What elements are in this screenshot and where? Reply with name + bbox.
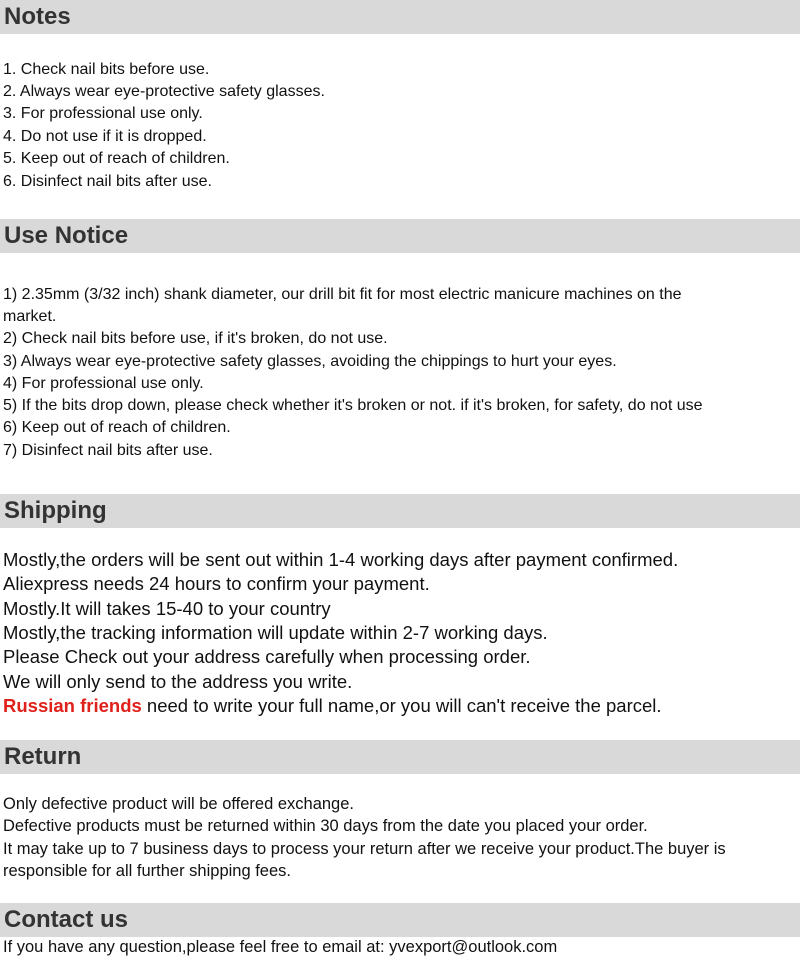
contact-title: Contact us	[4, 906, 129, 933]
return-line: Only defective product will be offered exchange.	[3, 795, 354, 813]
return-line: It may take up to 7 business days to process your return after we receive your product.The buyer is	[3, 840, 726, 858]
shipping-line: Mostly.It will takes 15-40 to your country	[3, 598, 331, 619]
return-title: Return	[4, 743, 82, 770]
contact-header	[0, 903, 800, 937]
use-notice-item: 5) If the bits drop down, please check whether it's broken or not. if it's broken, for safety, do not use	[3, 397, 703, 414]
shipping-header	[0, 494, 800, 528]
return-line: responsible for all further shipping fees.	[3, 862, 291, 880]
use-notice-item: 6) Keep out of reach of children.	[3, 419, 231, 436]
notes-header	[0, 0, 800, 34]
notes-item: 4. Do not use if it is dropped.	[3, 128, 207, 145]
use-notice-item: 7) Disinfect nail bits after use.	[3, 442, 213, 459]
shipping-line: We will only send to the address you write.	[3, 671, 353, 692]
contact-text: If you have any question,please feel free to email at: yvexport@outlook.com	[3, 938, 558, 956]
shipping-title: Shipping	[4, 497, 107, 524]
notes-item: 3. For professional use only.	[3, 105, 203, 122]
return-line: Defective products must be returned within 30 days from the date you placed your order.	[3, 817, 648, 835]
return-header	[0, 740, 800, 774]
use-notice-header	[0, 219, 800, 253]
notes-item: 5. Keep out of reach of children.	[3, 150, 230, 167]
use-notice-item: 2) Check nail bits before use, if it's broken, do not use.	[3, 330, 388, 347]
russian-friends-text: need to write your full name,or you will can't receive the parcel.	[141, 695, 662, 716]
use-notice-item: 3) Always wear eye-protective safety glasses, avoiding the chippings to hurt your eyes.	[3, 353, 617, 370]
notes-item: 1. Check nail bits before use.	[3, 61, 210, 78]
use-notice-item: market.	[3, 308, 57, 325]
russian-friends-highlight: Russian friends	[3, 695, 142, 716]
shipping-line: Aliexpress needs 24 hours to confirm your payment.	[3, 573, 430, 594]
use-notice-item: 1) 2.35mm (3/32 inch) shank diameter, our drill bit fit for most electric manicure machines on the	[3, 286, 682, 303]
shipping-line: Mostly,the tracking information will update within 2-7 working days.	[3, 622, 548, 643]
shipping-line: Mostly,the orders will be sent out within 1-4 working days after payment confirmed.	[3, 549, 679, 570]
notes-item: 2. Always wear eye-protective safety glasses.	[3, 83, 325, 100]
shipping-russian-line	[3, 694, 662, 718]
notes-title: Notes	[4, 3, 71, 30]
shipping-line: Please Check out your address carefully when processing order.	[3, 646, 531, 667]
notes-item: 6. Disinfect nail bits after use.	[3, 173, 212, 190]
use-notice-item: 4) For professional use only.	[3, 375, 204, 392]
use-notice-title: Use Notice	[4, 222, 129, 249]
